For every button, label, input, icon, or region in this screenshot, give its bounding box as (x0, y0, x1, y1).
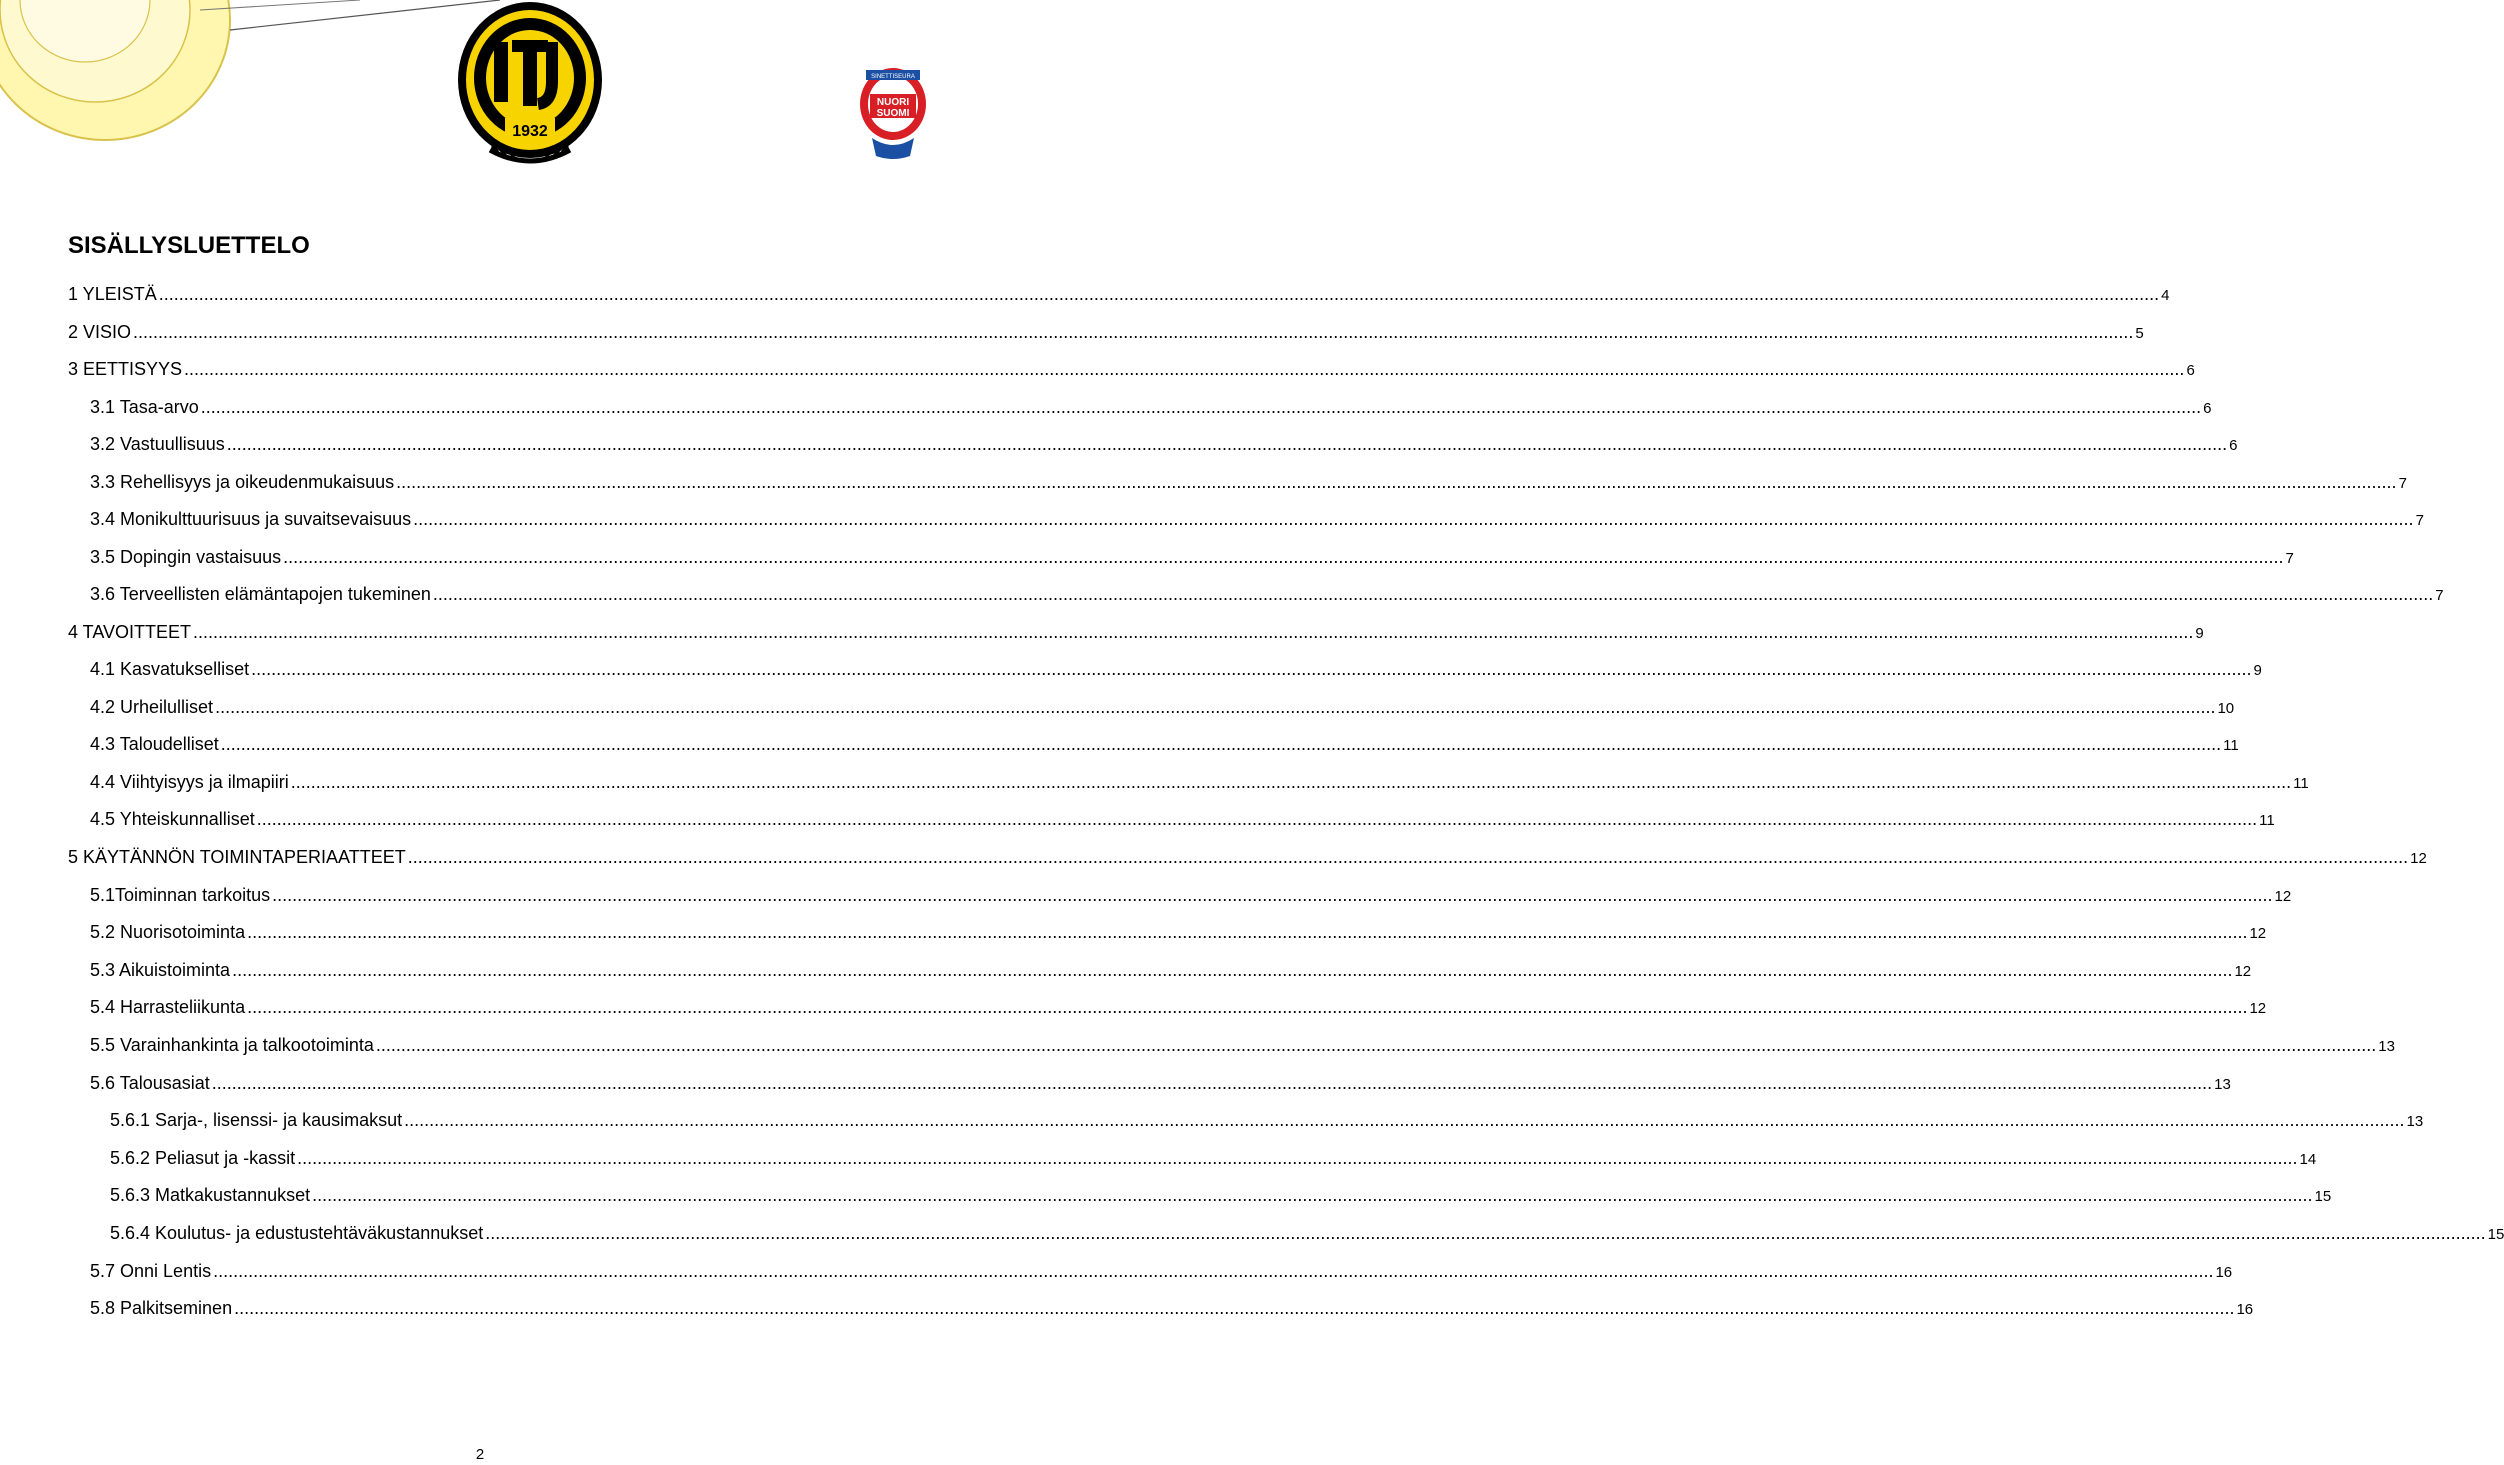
toc-entry-page: 15 (2487, 1226, 2504, 1243)
toc-entry[interactable] (110, 1183, 2332, 1207)
corner-decoration (0, 0, 500, 180)
toc-entry-page: 6 (2186, 362, 2195, 379)
toc-entry-page: 10 (2217, 699, 2235, 717)
toc-entry-label: 4.1 Kasvatukselliset (90, 659, 250, 679)
toc-entry-label: 5.2 Nuorisotoiminta (90, 922, 246, 943)
toc-entry-page: 12 (2410, 850, 2427, 867)
toc-entry-page: 16 (2236, 1301, 2254, 1319)
toc-entry-page: 11 (2293, 774, 2309, 792)
dot-leader: ................................................................................................................................................................................................................................................................................................................................................................................................................ (220, 734, 2222, 755)
dot-leader: ................................................................................................................................................................................................................................................................................................................................................................................................................ (211, 1072, 2213, 1093)
dot-leader: ................................................................................................................................................................................................................................................................................................................................................................................................................ (283, 546, 2284, 567)
toc-entry-page: 13 (2406, 1113, 2424, 1131)
dot-leader: ................................................................................................................................................................................................................................................................................................................................................................................................................ (256, 809, 2258, 830)
toc-entry-label: 5.1Toiminnan tarkoitus (90, 884, 271, 905)
toc-entry[interactable] (90, 883, 2292, 907)
toc-entry[interactable] (68, 357, 2195, 381)
toc-entry-page: 12 (2249, 1000, 2267, 1018)
dot-leader: ................................................................................................................................................................................................................................................................................................................................................................................................................ (193, 621, 2194, 642)
toc-entry-page: 7 (2285, 549, 2294, 567)
toc-title: SISÄLLYSLUETTELO (68, 232, 310, 259)
toc-entry[interactable] (68, 620, 2204, 644)
toc-entry[interactable] (90, 1259, 2233, 1283)
toc-entry-label: 5.4 Harrasteliikunta (90, 997, 246, 1018)
toc-entry-label: 5 KÄYTÄNNÖN TOIMINTAPERIAATTEET (68, 847, 406, 867)
toc-entry-label: 4 TAVOITTEET (68, 621, 192, 642)
toc-entry-page: 6 (2203, 399, 2212, 417)
dot-leader: ................................................................................................................................................................................................................................................................................................................................................................................................................ (272, 884, 2273, 905)
logo-year: 1932 (512, 123, 548, 140)
toc-entry-label: 3.5 Dopingin vastaisuus (90, 546, 282, 567)
toc-entry-label: 5.6.4 Koulutus- ja edustustehtäväkustannukset (110, 1223, 484, 1243)
dot-leader: ................................................................................................................................................................................................................................................................................................................................................................................................................ (375, 1035, 2377, 1055)
toc-entry[interactable] (90, 770, 2309, 794)
toc-entry-label: 3 EETTISYYS (68, 359, 183, 379)
toc-entry[interactable] (90, 545, 2294, 569)
toc-entry[interactable] (90, 732, 2239, 756)
toc-entry-page: 12 (2274, 887, 2292, 905)
toc-entry-label: 4.2 Urheilulliset (90, 696, 214, 717)
toc-entry-label: 4.4 Viihtyisyys ja ilmapiiri (90, 771, 289, 792)
dot-leader: ................................................................................................................................................................................................................................................................................................................................................................................................................ (133, 321, 2134, 342)
dot-leader: ................................................................................................................................................................................................................................................................................................................................................................................................................ (158, 284, 2160, 304)
dot-leader: ................................................................................................................................................................................................................................................................................................................................................................................................................ (396, 471, 2397, 492)
dot-leader: ................................................................................................................................................................................................................................................................................................................................................................................................................ (200, 396, 2202, 417)
toc-entry[interactable] (90, 695, 2235, 719)
toc-entry[interactable] (90, 1071, 2231, 1095)
toc-entry[interactable] (68, 282, 2170, 306)
dot-leader: ................................................................................................................................................................................................................................................................................................................................................................................................................ (297, 1147, 2298, 1168)
toc-entry-label: 3.3 Rehellisyys ja oikeudenmukaisuus (90, 471, 395, 492)
dot-leader: ................................................................................................................................................................................................................................................................................................................................................................................................................ (290, 771, 2292, 792)
toc-entry-page: 9 (2253, 662, 2262, 679)
toc-entry-page: 6 (2229, 437, 2238, 454)
badge-text-top: NUORI (876, 97, 910, 108)
dot-leader: ................................................................................................................................................................................................................................................................................................................................................................................................................ (213, 1260, 2214, 1281)
toc-entry-label: 2 VISIO (68, 321, 132, 342)
dot-leader: ................................................................................................................................................................................................................................................................................................................................................................................................................ (432, 584, 2434, 604)
toc-entry-page: 16 (2215, 1263, 2233, 1281)
page-number: 2 (475, 1446, 485, 1463)
toc-entry-label: 5.6.2 Peliasut ja -kassit (110, 1147, 296, 1168)
dot-leader: ................................................................................................................................................................................................................................................................................................................................................................................................................ (226, 434, 2228, 454)
toc-entry[interactable] (90, 657, 2262, 681)
toc-entry[interactable] (90, 1033, 2395, 1057)
toc-entry-label: 3.2 Vastuullisuus (90, 434, 225, 454)
toc-entry-page: 13 (2214, 1075, 2231, 1093)
toc-entry-label: 3.6 Terveellisten elämäntapojen tukeminen (90, 584, 431, 604)
badge-ribbon: SINETTISEURA (871, 74, 915, 80)
toc-entry[interactable] (68, 320, 2144, 344)
toc-entry-label: 5.6 Talousasiat (90, 1072, 210, 1093)
toc-entry[interactable] (110, 1146, 2317, 1170)
toc-entry[interactable] (90, 995, 2267, 1019)
toc-entry-page: 12 (2234, 962, 2252, 980)
dot-leader: ................................................................................................................................................................................................................................................................................................................................................................................................................ (413, 509, 2414, 529)
toc-entry-page: 11 (2223, 737, 2239, 755)
toc-entry[interactable] (90, 1296, 2254, 1320)
club-logo (450, 0, 610, 180)
toc-entry-page: 7 (2415, 512, 2424, 529)
toc-entry-label: 3.1 Tasa-arvo (90, 396, 199, 417)
dot-leader: ................................................................................................................................................................................................................................................................................................................................................................................................................ (247, 922, 2248, 943)
toc-entry[interactable] (110, 1108, 2424, 1132)
badge-text-bottom: SUOMI (876, 108, 910, 119)
dot-leader: ................................................................................................................................................................................................................................................................................................................................................................................................................ (247, 997, 2248, 1018)
toc-entry-label: 1 YLEISTÄ (68, 284, 157, 304)
toc-entry[interactable] (90, 582, 2444, 606)
toc-entry-page: 11 (2259, 812, 2275, 830)
toc-entry-label: 5.7 Onni Lentis (90, 1260, 212, 1281)
toc-entry-page: 14 (2299, 1150, 2317, 1168)
toc-entry[interactable] (90, 958, 2252, 982)
toc-entry-page: 7 (2398, 474, 2407, 492)
dot-leader: ................................................................................................................................................................................................................................................................................................................................................................................................................ (404, 1110, 2405, 1131)
toc-entry-label: 3.4 Monikulttuurisuus ja suvaitsevaisuus (90, 509, 412, 529)
toc-entry[interactable] (90, 507, 2424, 531)
dot-leader: ................................................................................................................................................................................................................................................................................................................................................................................................................ (485, 1223, 2486, 1243)
toc-entry-label: 5.5 Varainhankinta ja talkootoiminta (90, 1035, 374, 1055)
toc-entry-page: 4 (2161, 287, 2170, 304)
dot-leader: ................................................................................................................................................................................................................................................................................................................................................................................................................ (215, 696, 2216, 717)
toc-entry-page: 15 (2314, 1188, 2332, 1206)
toc-entry[interactable] (90, 920, 2267, 944)
toc-entry[interactable] (90, 470, 2407, 494)
dot-leader: ................................................................................................................................................................................................................................................................................................................................................................................................................ (407, 847, 2409, 867)
toc-entry-page: 5 (2135, 324, 2144, 342)
toc-entry-label: 5.6.3 Matkakustannukset (110, 1185, 311, 1206)
toc-entry-page: 7 (2435, 587, 2444, 604)
toc-entry-page: 12 (2249, 925, 2267, 943)
dot-leader: ................................................................................................................................................................................................................................................................................................................................................................................................................ (234, 1298, 2235, 1319)
toc-entry-page: 9 (2195, 624, 2204, 642)
nuori-suomi-badge (858, 62, 928, 162)
toc-entry[interactable] (90, 432, 2238, 456)
toc-entry-label: 4.5 Yhteiskunnalliset (90, 809, 255, 830)
toc-entry-label: 4.3 Taloudelliset (90, 734, 219, 755)
toc-entry-page: 13 (2378, 1038, 2395, 1055)
dot-leader: ................................................................................................................................................................................................................................................................................................................................................................................................................ (251, 659, 2252, 679)
toc-entry-label: 5.8 Palkitseminen (90, 1298, 233, 1319)
toc-entry[interactable] (110, 1221, 2504, 1245)
toc-entry-label: 5.3 Aikuistoiminta (90, 959, 231, 980)
toc-entry[interactable] (90, 395, 2212, 419)
dot-leader: ................................................................................................................................................................................................................................................................................................................................................................................................................ (184, 359, 2185, 379)
dot-leader: ................................................................................................................................................................................................................................................................................................................................................................................................................ (232, 959, 2233, 980)
toc-entry-label: 5.6.1 Sarja-, lisenssi- ja kausimaksut (110, 1110, 403, 1131)
toc-entry[interactable] (90, 807, 2275, 831)
dot-leader: ................................................................................................................................................................................................................................................................................................................................................................................................................ (312, 1185, 2313, 1206)
toc-entry[interactable] (68, 845, 2427, 869)
